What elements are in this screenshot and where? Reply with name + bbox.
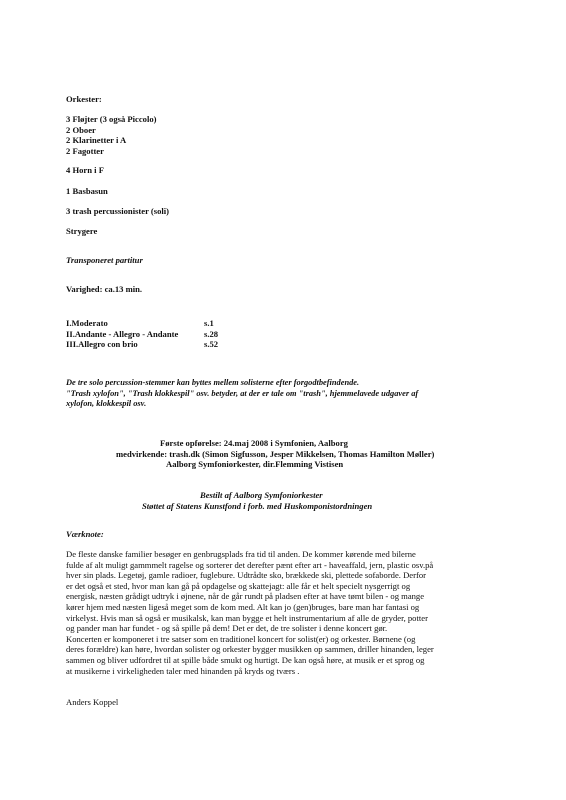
work-note-line: og pander man har fundet - og så spille på dem! Det er det, de tre solister i denne koncert gør. [66, 623, 388, 634]
movement-page: s.1 [204, 318, 214, 328]
author-signature: Anders Koppel [66, 697, 119, 707]
premiere-line: Første opførelse: 24.maj 2008 i Symfonien, Aalborg [160, 438, 348, 448]
movement-page: s.28 [204, 328, 219, 339]
transposed-score-label: Transponeret partitur [66, 255, 143, 265]
funding-line: Støttet af Statens Kunstfond i forb. med Huskomponistordningen [142, 500, 373, 511]
movement-row [66, 328, 219, 340]
movement-row [66, 339, 219, 350]
instrument-percussion: 3 trash percussionister (soli) [66, 206, 170, 216]
performers-line: medvirkende: trash.dk (Simon Sigfusson, Jesper Mikkelsen, Thomas Hamilton Møller) [116, 448, 435, 459]
orchestra-heading: Orkester: [66, 94, 102, 104]
work-note-line: at musikerne i virkeligheden taler med hinanden på kryds og tværs . [66, 665, 300, 676]
work-note-line: virkelyst. Hvis man så også er musikalsk, kan man bygge et helt instrumentarium af alle de gryder, potter [66, 612, 428, 623]
work-note-line: De fleste danske familier besøger en genbrugsplads fra tid til anden. De kommer kørende med bilerne [66, 549, 416, 559]
work-note-line: kører hjem med næsten ligeså meget som de kom med. Alt kan jo (gen)bruges, bare man har fantasi og [66, 601, 420, 612]
instrument-horns: 4 Horn i F [66, 165, 104, 175]
work-note-body [66, 549, 536, 676]
work-note-line: Koncerten er komponeret i tre satser som en traditionel koncert for solist(er) og orkester. Børnene (og [66, 633, 416, 644]
instrument-strings: Strygere [66, 226, 98, 236]
work-note-line: sammen og bliver udfordret til at spille både smukt og hurtigt. De kan også høre, at musik er et sprog og [66, 654, 425, 665]
work-note-line: fulde af alt muligt gammmelt ragelse og sorterer det derefter pænt efter art - haveaffald, jern, plastic osv.på [66, 559, 434, 570]
instrument-flutes: 3 Fløjter (3 også Piccolo) [66, 114, 157, 124]
note-line: De tre solo percussion-stemmer kan byttes mellem solisterne efter forgodtbefindende. [66, 378, 360, 387]
movement-row [66, 318, 214, 329]
work-note-line: energisk, næsten grådigt udtryk i øjnene, når de går rundt på pladsen efter at have tømt bilen - og mange [66, 591, 425, 602]
movement-title: III.Allegro con brio [66, 339, 138, 349]
movement-title: II.Andante - Allegro - Andante [66, 328, 179, 339]
instrument-trombone: 1 Basbasun [66, 186, 108, 196]
movement-title: I.Moderato [66, 318, 108, 328]
percussion-note [66, 378, 526, 410]
work-note-line: deres forældre) kan høre, hvordan solister og orkester bygger musikken op sammen, driller hinanden, leger [66, 644, 434, 655]
orchestra-conductor-line: Aalborg Symfoniorkester, dir.Flemming Vistisen [166, 459, 344, 469]
work-note-heading: Værknote: [66, 529, 104, 539]
instrument-bassoons: 2 Fagotter [66, 145, 104, 156]
movement-page: s.52 [204, 339, 219, 349]
work-note-line: er det også et sted, hvor man kan gå på opdagelse og skattejagt: alle får et helt specielt nysgerrigt og [66, 580, 411, 591]
note-line: xylofon, klokkespil osv. [66, 399, 147, 408]
commission-line: Bestilt af Aalborg Symfoniorkester [200, 490, 323, 500]
duration: Varighed: ca.13 min. [66, 284, 143, 294]
work-note-line: hver sin plads. Legetøj, gamle radioer, fuglebure. Udtrådte sko, brækkede ski, plettede sofaborde. Derfor [66, 570, 426, 581]
instrument-oboes: 2 Oboer [66, 124, 96, 135]
note-line: "Trash xylofon", "Trash klokkespil" osv. betyder, at der er tale om "trash", hjemmelavede udgaver af [66, 388, 419, 398]
instrument-clarinets: 2 Klarinetter i A [66, 135, 127, 145]
